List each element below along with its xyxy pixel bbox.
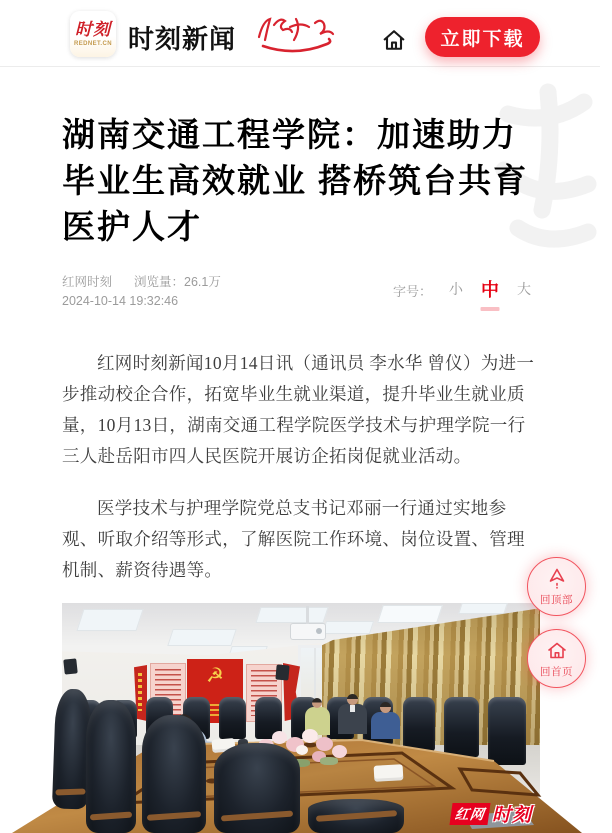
photo-watermark: 红网 时刻	[451, 800, 532, 827]
back-to-home-button[interactable]	[527, 629, 586, 688]
article-photo	[62, 603, 540, 833]
back-to-top-button[interactable]	[527, 557, 586, 616]
party-emblem: ☭	[206, 665, 224, 687]
article-datetime: 2024-10-14 19:32:46	[62, 294, 179, 308]
home-icon	[545, 639, 569, 663]
foreground-chair	[142, 715, 206, 833]
arrow-up-icon	[545, 567, 569, 591]
article	[62, 0, 540, 833]
back-to-home-label: 回首页	[540, 665, 573, 678]
logo-title: 时刻	[75, 20, 111, 39]
foreground-chair	[86, 700, 136, 833]
paragraph: 医学技术与护理学院党总支书记邓丽一行通过实地参观、听取介绍等形式，了解医院工作环境、岗位设置、管理机制、薪资待遇等。	[62, 498, 525, 580]
signature-icon	[252, 13, 344, 55]
download-button[interactable]: 立即下载	[425, 17, 540, 57]
article-views: 浏览量：26.1万	[134, 275, 221, 289]
article-title: 湖南交通工程学院：加速助力毕业生高效就业 搭桥筑台共育医护人才	[62, 116, 529, 245]
font-size-small[interactable]: 小	[449, 279, 463, 301]
article-source: 红网时刻	[62, 275, 113, 289]
rednet-logo[interactable]	[70, 11, 116, 57]
font-size-label: 字号：	[392, 283, 432, 299]
font-size-large[interactable]: 大	[517, 279, 531, 301]
home-icon[interactable]	[380, 26, 408, 54]
font-size-picker	[393, 276, 540, 304]
brand-title: 时刻新闻	[128, 24, 237, 54]
font-size-medium[interactable]: 中	[481, 276, 499, 304]
site-header	[0, 0, 600, 67]
paragraph: 红网时刻新闻10月14日讯（通讯员 李水华 曾仪）为进一步推动校企合作，拓宽毕业生就业渠道，提升毕业生就业质量，10月13日，湖南交通工程学院医学技术与护理学院一行三人赴岳阳市四人民医院开展访企拓岗促就业活动。	[62, 353, 535, 466]
tissue-box	[374, 764, 404, 781]
foreground-chair	[308, 799, 404, 833]
back-to-top-label: 回顶部	[540, 593, 573, 606]
foreground-chair	[214, 743, 300, 833]
article-body	[62, 348, 540, 586]
logo-subtitle: REDNET.CN	[74, 41, 112, 47]
article-meta	[62, 272, 540, 308]
